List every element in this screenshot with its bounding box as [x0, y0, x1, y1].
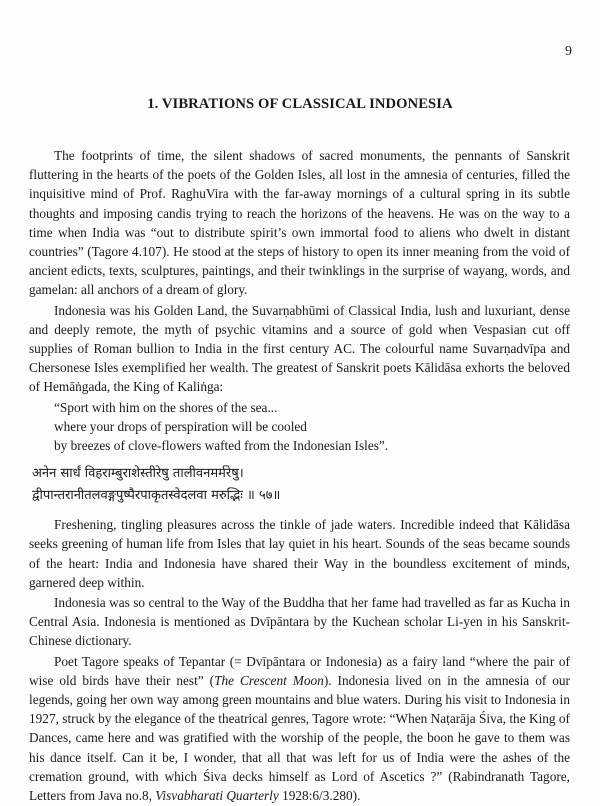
page-number: 9: [565, 44, 572, 59]
paragraph-3: Freshening, tingling pleasures across the tinkle of jade waters. Incredible indeed that Kālidāsa seeks greening of human life from Isles that lay quiet in his heart. Sounds of the seas became sounds of the heart: India and Indonesia have shared their Way in the boundless excitement of minds, garnered deep within.: [29, 517, 570, 590]
paragraph-5-text-b: ). Indonesia lived on in the amnesia of our legends, going her own way among green mountains and blue waters. During his visit to Indonesia in 1927, struck by the elegance of the theatrical genres, Tagore wrote: “When Naṭarāja Śiva, the King of Dances, came here and was gratified with the worship of the people, the boon he gave to them was his dance itself. Can it be, I wonder, that all that was left for us of India were the ashes of the cremation ground, with which Śiva decks himself as Lord of Ascetics ?” (Rabindranath Tagore, Letters from Java no.8,: [29, 672, 570, 804]
body-text: [29, 146, 570, 806]
paragraph-5: [29, 652, 570, 806]
book-title-crescent-moon: The Crescent Moon: [214, 672, 324, 688]
chapter-title: 1. VIBRATIONS OF CLASSICAL INDONESIA: [147, 96, 453, 112]
verse-line-2: where your drops of perspiration will be cooled: [54, 418, 307, 434]
verse-quote: [54, 398, 570, 456]
paragraph-4: Indonesia was so central to the Way of the Buddha that her fame had travelled as far as Kucha in Central Asia. Indonesia is mentioned as Dvīpāntara by the Kuchean scholar Li-yen in his Sanskrit-Chinese dictionary.: [29, 595, 570, 649]
paragraph-1: The footprints of time, the silent shadows of sacred monuments, the pennants of Sanskrit fluttering in the hearts of the poets of the Golden Isles, all lost in the amnesia of centuries, filled the inquisitive mind of Prof. RaghuVira with the far-away mornings of a cultural spring in its subtle thoughts and imposing candis trying to reach the horizons of the heavens. He was on the way to a time when India was “out to distribute spirit’s own immortal food to aliens who dwelt in distant countries” (Tagore 4.107). He stood at the steps of history to open its inner meaning from the void of ancient edicts, texts, sculptures, paintings, and their twinklings in the surprise of wayang, words, and gamelan: all anchors of a dream of glory.: [29, 148, 570, 298]
verse-line-1: “Sport with him on the shores of the sea...: [54, 399, 278, 415]
paragraph-5-text-a: Poet Tagore speaks of Tepantar (= Dvīpāntara or Indonesia) as a fairy land “where the pair of wise old birds have their nest” (: [29, 653, 570, 688]
sanskrit-line-1: अनेन सार्धं विहराम्बुराशेस्तीरेषु तालीवनमर्मरेषु।: [32, 466, 244, 482]
paragraph-5-text-c: 1928:6/3.280).: [278, 788, 361, 804]
paragraph-2: Indonesia was his Golden Land, the Suvarṇabhūmi of Classical India, lush and luxuriant, dense and deeply remote, the myth of psychic vitamins and a source of gold when Vespasian cut off supplies of Roman bullion to India in the first century AC. The colourful name Suvarṇadvīpa and Chersonese Isles exemplified her wealth. The greatest of Sanskrit poets Kālidāsa exhorts the beloved of Hemāṅgada, the King of Kaliṅga:: [29, 302, 570, 395]
sanskrit-line-2: द्वीपान्तरानीतलवङ्गपुष्पैरपाकृतस्वेदलवा मरुद्भिः ॥ ५७॥: [32, 488, 281, 504]
verse-line-3: by breezes of clove-flowers wafted from the Indonesian Isles”.: [54, 438, 389, 454]
sanskrit-verse: [32, 463, 570, 507]
journal-title: Visvabharati Quarterly: [155, 788, 279, 804]
